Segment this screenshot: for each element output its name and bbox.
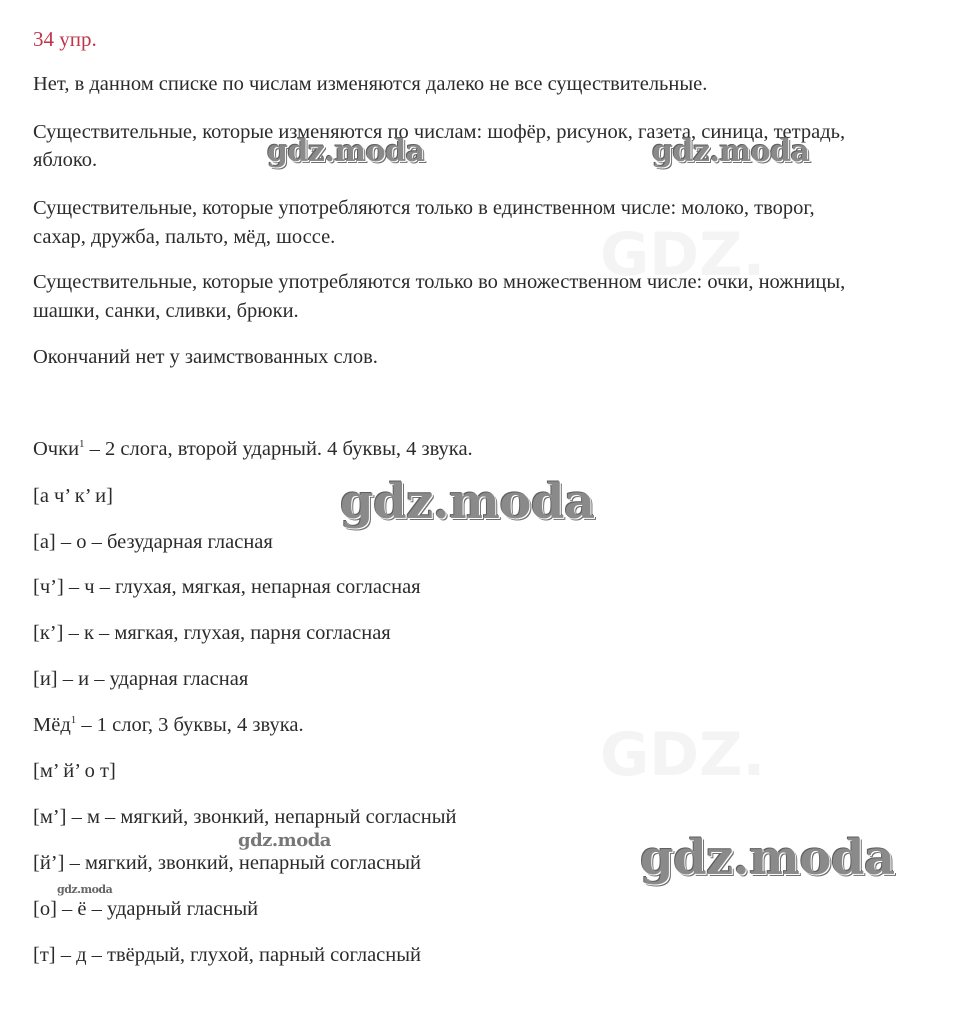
watermark: gdz.moda bbox=[238, 830, 331, 851]
watermark: gdz.moda bbox=[340, 474, 595, 530]
exercise-heading: 34 упр. bbox=[33, 27, 97, 51]
analysis-med-summary bbox=[33, 713, 304, 737]
sound-line: [а] – о – безударная гласная bbox=[33, 531, 273, 553]
word: Очки bbox=[33, 438, 80, 460]
sound-line: [м’] – м – мягкий, звонкий, непарный согласный bbox=[33, 806, 457, 828]
sound-line: [й’] – мягкий, звонкий, непарный согласный bbox=[33, 852, 422, 874]
watermark: gdz.moda bbox=[267, 134, 425, 169]
sound-line: [и] – и – ударная гласная bbox=[33, 668, 249, 690]
background-watermark: GDZ. bbox=[600, 220, 766, 290]
paragraph-answer: Нет, в данном списке по числам изменяются далеко не все существительные. bbox=[33, 73, 708, 95]
paragraph-plural: Существительные, которые употребляются только во множественном числе: очки, ножницы, bbox=[33, 271, 846, 293]
watermark: gdz.moda bbox=[652, 134, 810, 169]
watermark: gdz.moda bbox=[640, 830, 895, 886]
sound-line: [т] – д – твёрдый, глухой, парный согласный bbox=[33, 944, 421, 966]
paragraph-countable: Существительные, которые изменяются по числам: шофёр, рисунок, газета, синица, тетрадь, bbox=[33, 121, 846, 143]
paragraph-singular: Существительные, которые употребляются только в единственном числе: молоко, творог, bbox=[33, 197, 815, 219]
transcription: [а ч’ к’ и] bbox=[33, 485, 113, 507]
paragraph-endings: Окончаний нет у заимствованных слов. bbox=[33, 346, 378, 368]
sound-line: [о] – ё – ударный гласный bbox=[33, 898, 259, 920]
word: Мёд bbox=[33, 714, 71, 736]
footnote-mark: 1 bbox=[79, 438, 85, 450]
background-watermark: GDZ. bbox=[600, 720, 766, 790]
analysis-ochki-summary bbox=[33, 437, 473, 461]
summary: – 1 слог, 3 буквы, 4 звука. bbox=[76, 714, 304, 736]
paragraph-plural-cont: шашки, санки, сливки, брюки. bbox=[33, 300, 299, 322]
paragraph-singular-cont: сахар, дружба, пальто, мёд, шоссе. bbox=[33, 226, 336, 248]
paragraph-countable-cont: яблоко. bbox=[33, 149, 98, 171]
transcription: [м’ й’ о т] bbox=[33, 760, 116, 782]
sound-line: [ч’] – ч – глухая, мягкая, непарная согласная bbox=[33, 576, 421, 598]
watermark: gdz.moda bbox=[57, 883, 113, 896]
summary: – 2 слога, второй ударный. 4 буквы, 4 звука. bbox=[84, 438, 473, 460]
sound-line: [к’] – к – мягкая, глухая, парня согласная bbox=[33, 622, 391, 644]
footnote-mark: 1 bbox=[70, 714, 77, 726]
